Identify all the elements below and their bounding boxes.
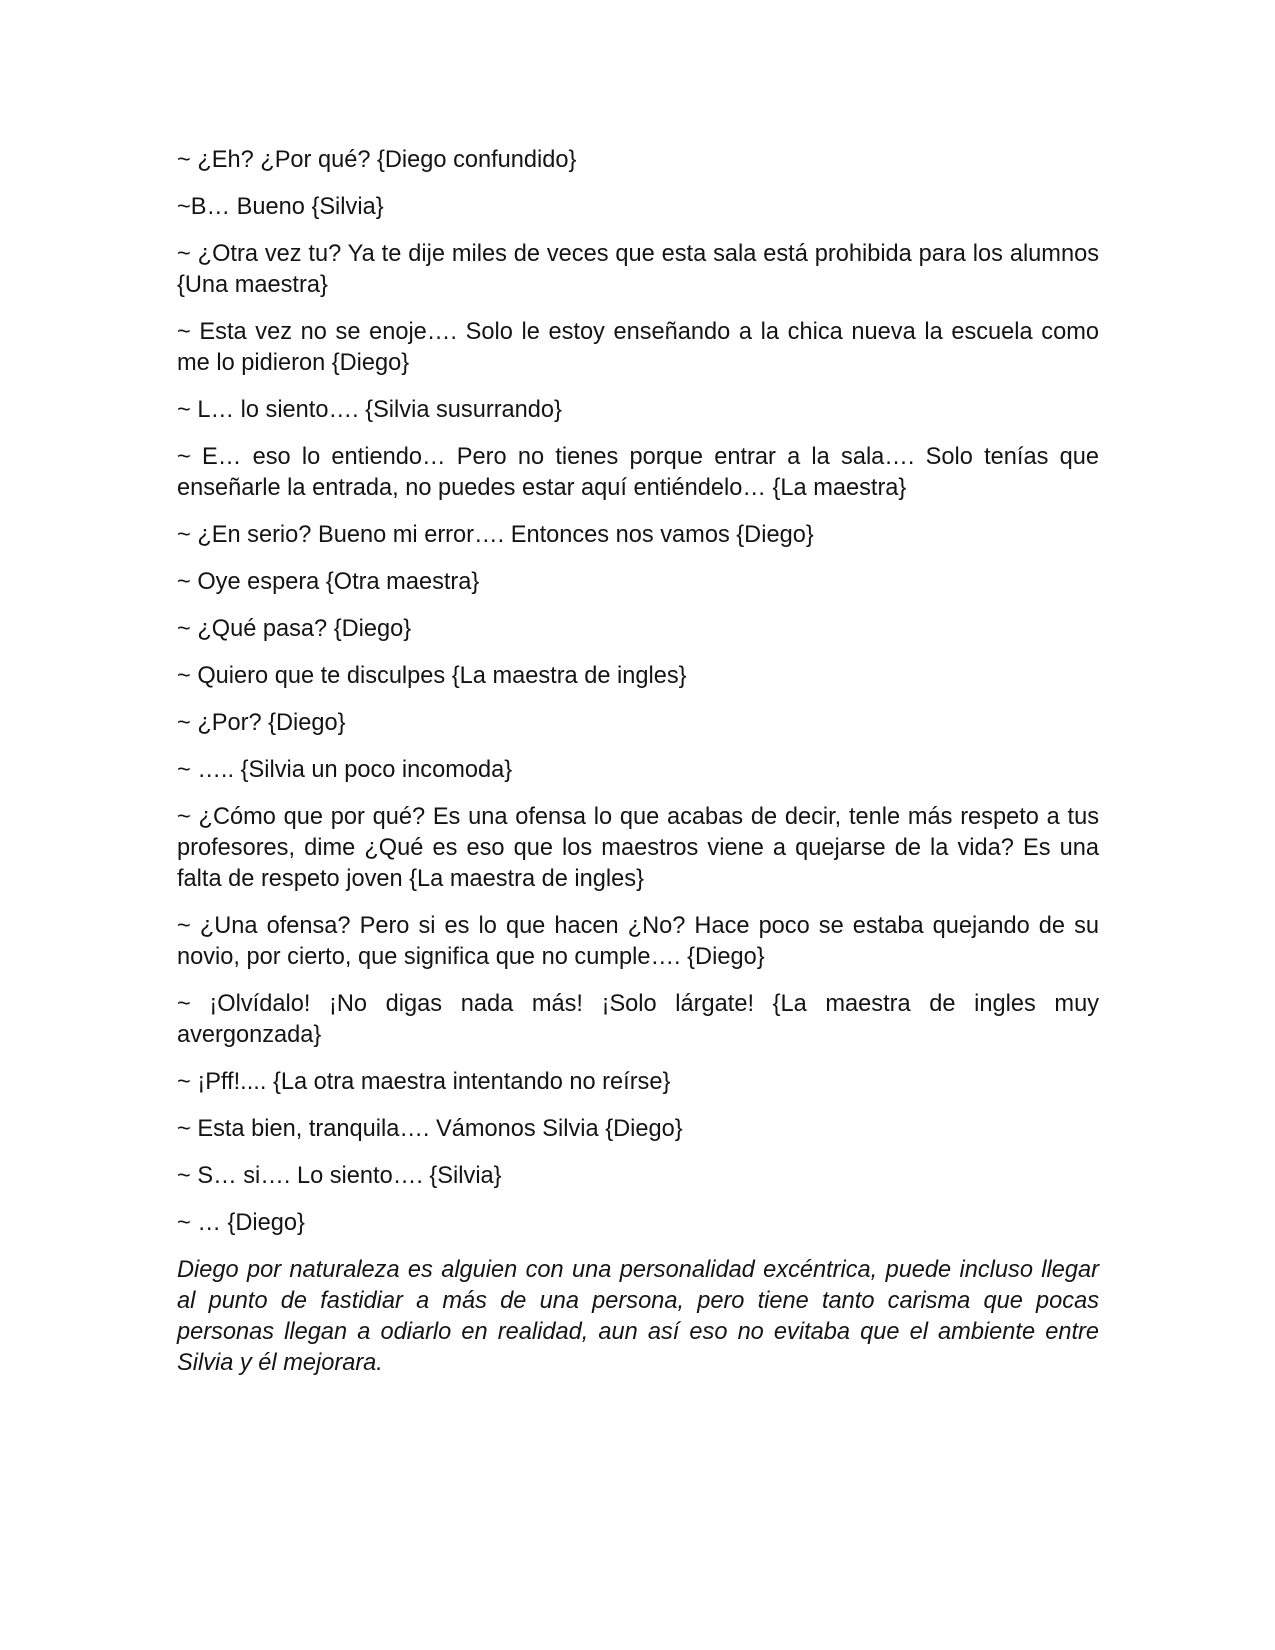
dialogue-line: ~ ¡Pff!.... {La otra maestra intentando no reírse}	[177, 1069, 671, 1095]
dialogue-line: ~ ¿Otra vez tu? Ya te dije miles de veces que esta sala está prohibida para los alumnos {Una maestra}	[177, 241, 1099, 298]
dialogue-line: ~ Quiero que te disculpes {La maestra de ingles}	[177, 663, 687, 689]
dialogue-line: ~ ¿Cómo que por qué? Es una ofensa lo que acabas de decir, tenle más respeto a tus profesores, dime ¿Qué es eso que los maestros viene a quejarse de la vida? Es una falta de respeto joven {La maestra de ingles}	[177, 804, 1099, 892]
dialogue-line: ~ E… eso lo entiendo… Pero no tienes porque entrar a la sala…. Solo tenías que enseñarle la entrada, no puedes estar aquí entiéndelo… {La maestra}	[177, 444, 1099, 501]
dialogue-line: ~ S… si…. Lo siento…. {Silvia}	[177, 1163, 502, 1189]
dialogue-line: ~ ¿En serio? Bueno mi error…. Entonces nos vamos {Diego}	[177, 522, 814, 548]
dialogue-line: ~ ¿Qué pasa? {Diego}	[177, 616, 412, 642]
dialogue-line: ~ Oye espera {Otra maestra}	[177, 569, 480, 595]
dialogue-line: ~ ….. {Silvia un poco incomoda}	[177, 757, 513, 783]
dialogue-line: ~ ¿Por? {Diego}	[177, 710, 346, 736]
dialogue-line: ~B… Bueno {Silvia}	[177, 194, 384, 220]
dialogue-line: ~ L… lo siento…. {Silvia susurrando}	[177, 397, 562, 423]
dialogue-line: ~ … {Diego}	[177, 1210, 305, 1236]
dialogue-line: ~ Esta vez no se enoje…. Solo le estoy enseñando a la chica nueva la escuela como me lo pidieron {Diego}	[177, 319, 1099, 376]
dialogue-line: ~ ¿Eh? ¿Por qué? {Diego confundido}	[177, 147, 577, 173]
dialogue-line: ~ ¿Una ofensa? Pero si es lo que hacen ¿No? Hace poco se estaba quejando de su novio, por cierto, que significa que no cumple…. {Diego}	[177, 913, 1099, 970]
dialogue-line: ~ Esta bien, tranquila…. Vámonos Silvia {Diego}	[177, 1116, 683, 1142]
document-page	[177, 145, 1099, 1395]
dialogue-line: ~ ¡Olvídalo! ¡No digas nada más! ¡Solo lárgate! {La maestra de ingles muy avergonzada}	[177, 991, 1099, 1048]
narration-paragraph: Diego por naturaleza es alguien con una personalidad excéntrica, puede incluso llegar al punto de fastidiar a más de una persona, pero tiene tanto carisma que pocas personas llegan a odiarlo en realidad, aun así eso no evitaba que el ambiente entre Silvia y él mejorara.	[177, 1257, 1099, 1376]
